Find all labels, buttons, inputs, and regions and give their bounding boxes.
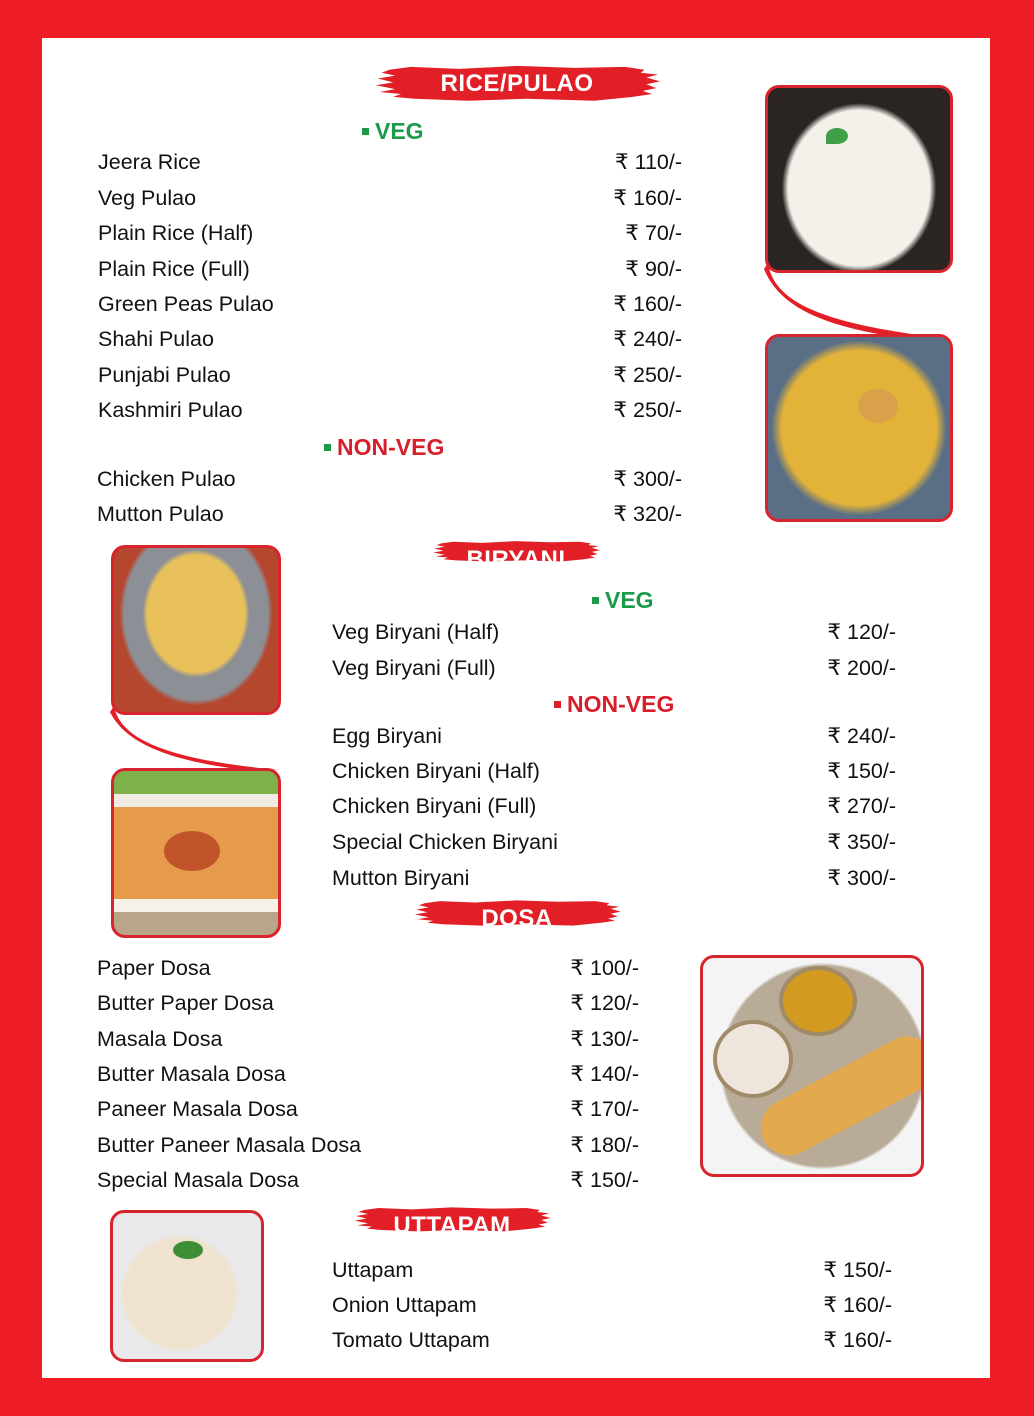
menu-item [98,289,682,319]
menu-page [42,38,990,1378]
menu-item [97,464,682,494]
section-title: UTTAPAM [393,1212,511,1239]
section-banner-rice-pulao [372,64,662,104]
item-name: Punjabi Pulao [98,363,231,387]
chicken-biryani-photo [111,768,281,938]
item-price: ₹ 170/- [570,1097,639,1121]
item-price: ₹ 240/- [827,724,896,748]
item-name: Masala Dosa [97,1027,223,1051]
item-price: ₹ 130/- [570,1027,639,1051]
menu-item [332,1255,892,1285]
item-name: Shahi Pulao [98,327,214,351]
veg-label [592,587,654,614]
item-name: Paneer Masala Dosa [97,1097,298,1121]
section-banner-biryani [431,540,601,580]
section-title: DOSA [481,905,553,932]
item-name: Onion Uttapam [332,1293,477,1317]
item-price: ₹ 350/- [827,830,896,854]
item-name: Veg Biryani (Full) [332,656,496,680]
nonveg-square-icon [554,701,561,708]
menu-item [97,953,639,983]
coriander-icon [173,1241,203,1259]
section-banner-uttapam [352,1206,552,1246]
item-name: Special Chicken Biryani [332,830,558,854]
item-price: ₹ 200/- [827,656,896,680]
menu-item [332,653,896,683]
red-swoosh-decoration [110,706,290,776]
veg-square-icon [362,128,369,135]
nonveg-label [324,434,444,461]
item-price: ₹ 110/- [614,150,682,174]
menu-item [332,617,896,647]
item-price: ₹ 320/- [613,502,682,526]
menu-item [332,791,896,821]
veg-label-text: VEG [375,118,424,144]
item-price: ₹ 150/- [823,1258,892,1282]
menu-item [332,756,896,786]
menu-item [98,324,682,354]
chicken-leg-icon [164,831,220,871]
item-price: ₹ 250/- [613,398,682,422]
item-name: Uttapam [332,1258,414,1282]
menu-item [332,827,896,857]
item-name: Plain Rice (Half) [98,221,254,245]
item-price: ₹ 160/- [823,1328,892,1352]
item-price: ₹ 160/- [613,186,682,210]
red-swoosh-decoration [764,263,954,343]
item-name: Chicken Pulao [97,467,236,491]
item-name: Mutton Biryani [332,866,470,890]
item-price: ₹ 180/- [570,1133,639,1157]
item-name: Mutton Pulao [97,502,224,526]
menu-item [98,183,682,213]
nonveg-label-text: NON-VEG [337,434,445,460]
menu-item [97,1094,639,1124]
veg-label [362,118,424,145]
menu-item [332,863,896,893]
menu-item [97,1059,639,1089]
jeera-rice-photo [765,85,953,273]
item-name: Butter Paper Dosa [97,991,274,1015]
menu-item [98,147,682,177]
menu-item [332,1325,892,1355]
item-price: ₹ 90/- [625,257,682,281]
item-price: ₹ 160/- [823,1293,892,1317]
menu-item [97,988,639,1018]
item-price: ₹ 120/- [827,620,896,644]
menu-item [98,218,682,248]
section-banner-dosa [412,899,622,939]
section-title: RICE/PULAO [440,70,594,97]
item-price: ₹ 270/- [827,794,896,818]
masala-dosa-photo [700,955,924,1177]
item-price: ₹ 140/- [570,1062,639,1086]
chicken-pulao-photo [765,334,953,522]
chicken-piece-icon [858,389,898,423]
item-name: Veg Biryani (Half) [332,620,500,644]
veg-square-icon [592,597,599,604]
item-name: Jeera Rice [98,150,201,174]
veg-label-text: VEG [605,587,654,613]
item-name: Green Peas Pulao [98,292,274,316]
item-name: Chicken Biryani (Half) [332,759,540,783]
menu-item [98,360,682,390]
item-price: ₹ 70/- [625,221,682,245]
uttapam-photo [110,1210,264,1362]
menu-item [97,1024,639,1054]
item-name: Chicken Biryani (Full) [332,794,537,818]
sambar-bowl-icon [779,966,857,1036]
item-price: ₹ 300/- [827,866,896,890]
menu-item [332,1290,892,1320]
item-price: ₹ 150/- [827,759,896,783]
item-price: ₹ 160/- [613,292,682,316]
item-price: ₹ 300/- [613,467,682,491]
menu-item [98,395,682,425]
mint-leaf-icon [826,128,848,144]
nonveg-label [554,691,674,718]
item-price: ₹ 120/- [570,991,639,1015]
section-title: BIRYANI [466,546,566,573]
item-name: Plain Rice (Full) [98,257,250,281]
item-name: Veg Pulao [98,186,197,210]
menu-item [97,1130,639,1160]
menu-item [97,1165,639,1195]
menu-item [98,254,682,284]
item-name: Butter Masala Dosa [97,1062,286,1086]
item-name: Special Masala Dosa [97,1168,299,1192]
veg-biryani-photo [111,545,281,715]
item-price: ₹ 250/- [613,363,682,387]
item-name: Paper Dosa [97,956,211,980]
menu-item [332,721,896,751]
nonveg-square-icon [324,444,331,451]
menu-item [97,499,682,529]
item-price: ₹ 240/- [613,327,682,351]
item-price: ₹ 100/- [570,956,639,980]
item-name: Egg Biryani [332,724,442,748]
item-name: Tomato Uttapam [332,1328,490,1352]
item-price: ₹ 150/- [570,1168,639,1192]
item-name: Butter Paneer Masala Dosa [97,1133,362,1157]
chutney-bowl-icon [713,1020,793,1098]
nonveg-label-text: NON-VEG [567,691,675,717]
item-name: Kashmiri Pulao [98,398,243,422]
